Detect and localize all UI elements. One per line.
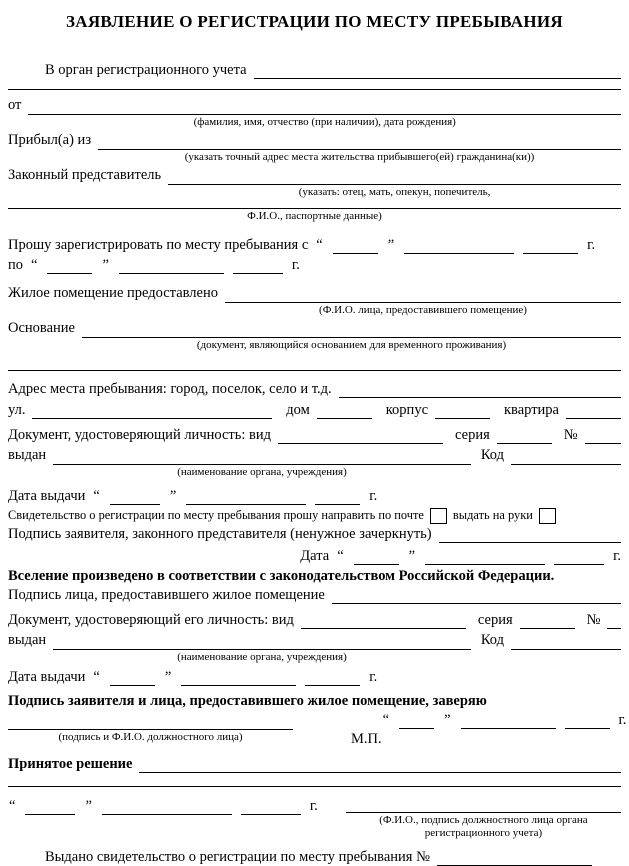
decision-month-blank[interactable] — [102, 799, 232, 815]
decision-official-input-line[interactable] — [346, 797, 621, 813]
issue-day-blank[interactable] — [110, 489, 160, 505]
number-label: № — [563, 427, 578, 443]
year-suffix: г. — [309, 798, 318, 814]
issued-by-input-line[interactable] — [53, 446, 471, 465]
arrived-label: Прибыл(а) из — [8, 132, 92, 148]
year-suffix: г. — [613, 548, 621, 564]
year-suffix: г. — [587, 237, 596, 253]
doc-type-input-line[interactable] — [278, 428, 443, 444]
representative-caption: (указать: отец, мать, опекун, попечитель, — [298, 186, 491, 198]
provider-signature-input-line[interactable] — [332, 585, 621, 604]
decision-label: Принятое решение — [8, 756, 133, 772]
decision-row — [8, 754, 621, 773]
provider-issue-month-blank[interactable] — [181, 670, 296, 686]
close-quote: ” — [164, 669, 172, 685]
provider-issued-by-input-line[interactable] — [53, 631, 471, 650]
stamp-label: М.П. — [351, 731, 382, 747]
open-quote: “ — [9, 798, 16, 814]
applicant-date-row — [8, 547, 621, 565]
year-suffix: г. — [369, 669, 378, 685]
housing-caption: (Ф.И.О. лица, предоставившего помещение) — [319, 304, 527, 316]
certify-statement: Подпись заявителя и лица, предоставившего жилое помещение, заверяю — [8, 693, 487, 709]
certificate-issued-label: Выдано свидетельство о регистрации по месту пребывания № — [45, 849, 430, 865]
open-quote: “ — [93, 488, 100, 504]
from-input-line[interactable] — [28, 96, 621, 115]
issued-org-caption: (наименование органа, учреждения) — [177, 466, 347, 478]
from-row — [8, 96, 621, 129]
official-signature-row — [8, 711, 627, 748]
basis-continuation-line[interactable] — [8, 370, 621, 371]
in-person-checkbox[interactable] — [539, 508, 556, 524]
doc-type-label: Документ, удостоверяющий личность: вид — [8, 427, 272, 443]
close-quote: ” — [169, 488, 177, 504]
street-label: ул. — [8, 402, 26, 418]
from-month-blank[interactable] — [404, 238, 514, 254]
certify-month-blank[interactable] — [461, 713, 556, 729]
building-input-line[interactable] — [435, 403, 490, 419]
mail-checkbox[interactable] — [430, 508, 447, 524]
issued-label: выдан — [8, 447, 47, 463]
open-quote: “ — [337, 548, 344, 564]
arrived-row — [8, 131, 621, 164]
from-label: от — [8, 97, 22, 113]
representative-input-line[interactable] — [168, 166, 621, 185]
basis-row — [8, 319, 621, 352]
provider-issue-date-row — [8, 668, 621, 686]
close-quote: ” — [408, 548, 416, 564]
arrived-caption: (указать точный адрес места жительства прибывшего(ей) гражданина(ки)) — [184, 151, 535, 163]
to-day-blank[interactable] — [47, 258, 92, 274]
applicant-month-blank[interactable] — [425, 549, 545, 565]
house-input-line[interactable] — [317, 403, 372, 419]
close-quote: ” — [85, 798, 92, 814]
movein-statement: Вселение произведено в соответствии с законодательством Российской Федерации. — [8, 568, 555, 584]
provider-issue-day-blank[interactable] — [110, 670, 155, 686]
basis-caption: (документ, являющийся основанием для временного проживания) — [196, 339, 507, 351]
issue-month-blank[interactable] — [186, 489, 306, 505]
provider-signature-row — [8, 585, 621, 604]
decision-year-blank[interactable] — [241, 799, 301, 815]
series-input-line[interactable] — [497, 428, 552, 444]
provider-series-label: серия — [477, 612, 513, 628]
official-signature-input-line[interactable] — [8, 711, 293, 730]
code-input-line[interactable] — [511, 449, 621, 465]
basis-label: Основание — [8, 320, 75, 336]
provider-doc-row — [8, 610, 621, 629]
issue-year-blank[interactable] — [315, 489, 360, 505]
issue-date-row — [8, 487, 621, 505]
applicant-signature-input-line[interactable] — [439, 524, 621, 543]
decision-input-line[interactable] — [139, 754, 621, 773]
authority-row — [45, 60, 621, 79]
close-quote: ” — [387, 237, 395, 253]
from-caption: (фамилия, имя, отчество (при наличии), дата рождения) — [193, 116, 456, 128]
representative-caption2: Ф.И.О., паспортные данные) — [247, 210, 382, 222]
apartment-input-line[interactable] — [566, 403, 621, 419]
to-year-blank[interactable] — [233, 258, 283, 274]
official-signature-caption: (подпись и Ф.И.О. должностного лица) — [58, 731, 243, 743]
address-row — [8, 379, 621, 398]
from-day-blank[interactable] — [333, 238, 378, 254]
applicant-day-blank[interactable] — [354, 549, 399, 565]
housing-label: Жилое помещение предоставлено — [8, 285, 218, 301]
close-quote: ” — [444, 712, 451, 728]
certificate-delivery-row — [8, 507, 621, 524]
code-label: Код — [480, 447, 504, 463]
representative-label: Законный представитель — [8, 167, 162, 183]
house-label: дом — [286, 402, 310, 418]
certificate-number-input-line[interactable] — [437, 850, 592, 866]
provider-doc-type-label: Документ, удостоверяющий его личность: вид — [8, 612, 294, 628]
delivery-label: Свидетельство о регистрации по месту пребывания прошу направить по почте — [8, 508, 424, 522]
apartment-label: квартира — [504, 402, 559, 418]
identity-doc-row — [8, 425, 621, 444]
address-label: Адрес места пребывания: город, поселок, село и т.д. — [8, 381, 332, 397]
open-quote: “ — [316, 237, 323, 253]
decision-continuation-line[interactable] — [8, 786, 621, 787]
from-year-blank[interactable] — [523, 238, 578, 254]
provider-code-input-line[interactable] — [511, 634, 621, 650]
issue-date-label: Дата выдачи — [8, 488, 86, 504]
to-label: по — [8, 257, 24, 273]
basis-input-line[interactable] — [82, 319, 621, 338]
authority-continuation-line[interactable] — [8, 89, 621, 90]
certificate-issued-row — [45, 848, 621, 866]
housing-row — [8, 284, 621, 317]
provider-issue-date-label: Дата выдачи — [8, 669, 86, 685]
housing-input-line[interactable] — [225, 284, 621, 303]
form-title: ЗАЯВЛЕНИЕ О РЕГИСТРАЦИИ ПО МЕСТУ ПРЕБЫВАНИЯ — [66, 12, 563, 31]
year-suffix: г. — [291, 257, 300, 273]
provider-code-label: Код — [480, 632, 504, 648]
register-to-row — [8, 256, 621, 274]
provider-issued-org-caption: (наименование органа, учреждения) — [177, 651, 347, 663]
register-from-row — [8, 236, 621, 254]
provider-issued-row — [8, 631, 621, 664]
provider-number-label: № — [586, 612, 601, 628]
open-quote: “ — [31, 257, 38, 273]
provider-issued-label: выдан — [8, 632, 47, 648]
authority-label: В орган регистрационного учета — [45, 62, 247, 78]
open-quote: “ — [382, 712, 390, 728]
street-row — [8, 400, 621, 419]
authority-input-line[interactable] — [254, 60, 621, 79]
date-label: Дата — [300, 548, 330, 564]
open-quote: “ — [93, 669, 100, 685]
delivery-option2-label: выдать на руки — [452, 508, 533, 522]
arrived-input-line[interactable] — [98, 131, 621, 150]
certify-year-blank[interactable] — [565, 713, 610, 729]
provider-signature-label: Подпись лица, предоставившего жилое помещение — [8, 587, 325, 603]
decision-official-caption: (Ф.И.О., подпись должностного лица органа регистрационного учета) — [379, 814, 588, 839]
certify-day-blank[interactable] — [399, 713, 434, 729]
year-suffix: г. — [618, 712, 627, 728]
representative-row — [8, 166, 621, 199]
issued-row — [8, 446, 621, 479]
applicant-signature-row — [8, 524, 621, 543]
series-label: серия — [455, 427, 490, 443]
provider-series-input-line[interactable] — [520, 613, 575, 629]
street-input-line[interactable] — [32, 400, 272, 419]
representative-continuation-line[interactable] — [8, 208, 621, 209]
provider-number-input-line[interactable] — [607, 610, 621, 629]
address-input-line[interactable] — [339, 379, 621, 398]
applicant-year-blank[interactable] — [554, 549, 604, 565]
applicant-signature-label: Подпись заявителя, законного представителя (ненужное зачеркнуть) — [8, 526, 432, 542]
building-label: корпус — [385, 402, 429, 418]
to-month-blank[interactable] — [119, 258, 224, 274]
year-suffix: г. — [369, 488, 378, 504]
close-quote: ” — [102, 257, 109, 273]
provider-doc-type-input-line[interactable] — [301, 613, 466, 629]
number-input-line[interactable] — [585, 425, 621, 444]
decision-date-row — [8, 797, 621, 840]
decision-day-blank[interactable] — [25, 799, 75, 815]
register-label: Прошу зарегистрировать по месту пребывания с — [8, 237, 309, 253]
provider-issue-year-blank[interactable] — [305, 670, 360, 686]
